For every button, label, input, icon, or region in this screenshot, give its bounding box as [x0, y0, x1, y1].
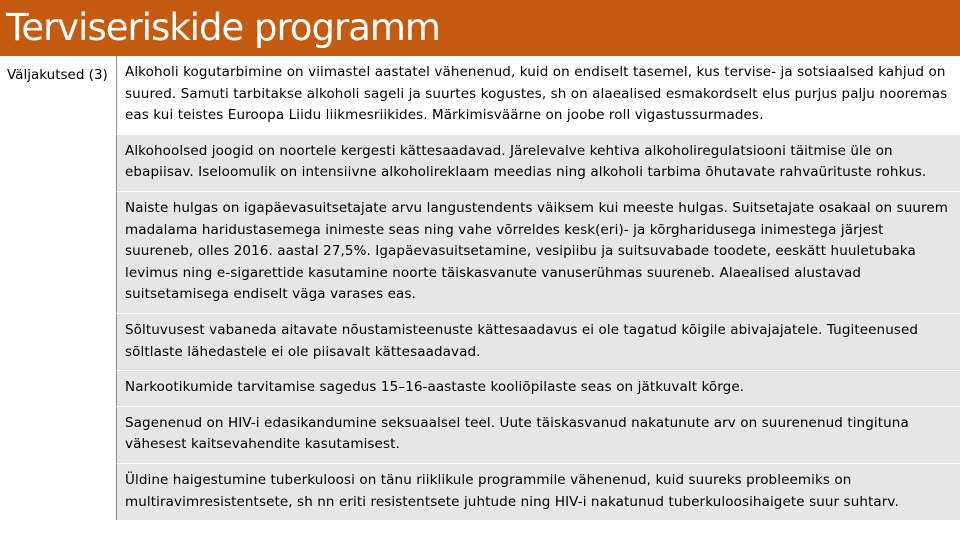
row-text: Sõltuvusest vabaneda aitavate nõustamisteenuste kättesaadavus ei ole tagatud kõigile abivajajatele. Tugiteenused sõltlaste lähedastele ei ole piisavalt kättesaadavad.	[125, 321, 919, 360]
table-row	[116, 56, 960, 134]
row-text: Üldine haigestumine tuberkuloosi on tänu riiklikule programmile vähenenud, kuid suureks probleemiks on multiravimresistentsete, sh nn eriti resistentsete juhtude ning HIV-i nakatunud tuberkuloosihaigete suur suhtarv.	[125, 471, 899, 510]
section-label: Väljakutsed (3)	[7, 67, 108, 83]
table-row	[116, 370, 960, 406]
slide-title: Terviseriskide programm	[6, 6, 440, 49]
table-row	[116, 134, 960, 191]
row-text: Alkoholi kogutarbimine on viimastel aastatel vähenenud, kuid on endiselt tasemel, kus tervise- ja sotsiaalsed kahjud on suured. Samuti tarbitakse alkoholi sageli ja suurtes kogustes, sh on alaealised esmakordselt elus purjus palju nooremas eas kui teistes Euroopa Liidu liikmesriikides. Märkimisväärne on joobe roll vigastussurmades.	[125, 64, 948, 124]
row-text: Narkootikumide tarvitamise sagedus 15–16-aastaste kooliõpilaste seas on jätkuvalt kõrge.	[125, 379, 745, 396]
table-row	[116, 191, 960, 313]
row-text: Naiste hulgas on igapäevasuitsetajate arvu langustendents väiksem kui meeste hulgas. Suitsetajate osakaal on suurem madalama haridustasemega inimeste seas ning vahe võrreldes kesk(eri)- ja kõrgharidusega inimestega järjest suureneb, olles 2016. aastal 27,5%. Igapäevasuitsetamine, vesipiibu ja suitsuvabade toodete, eeskätt huuletubaka levimus ning e-sigarettide kasutamine noorte täiskasvanute vanuserühmas suureneb. Alaealised alustavad suitsetamisega endiselt väga varases eas.	[125, 199, 949, 303]
table-row	[116, 406, 960, 463]
table-row	[116, 313, 960, 370]
title-bar	[0, 0, 960, 56]
challenges-table	[116, 56, 960, 520]
table-row	[116, 463, 960, 520]
row-text: Sagenenud on HIV-i edasikandumine seksuaalsel teel. Uute täiskasvanud nakatunute arv on suurenenud tingituna vähesest kaitsevahendite kasutamisest.	[125, 414, 909, 453]
row-text: Alkohoolsed joogid on noortele kergesti kättesaadavad. Järelevalve kehtiva alkoholiregulatsiooni täitmise üle on ebapiisav. Iseloomulik on intensiivne alkoholireklaam meedias ning alkoholi tarbima õhutavate rahvaürituste rohkus.	[125, 142, 927, 181]
